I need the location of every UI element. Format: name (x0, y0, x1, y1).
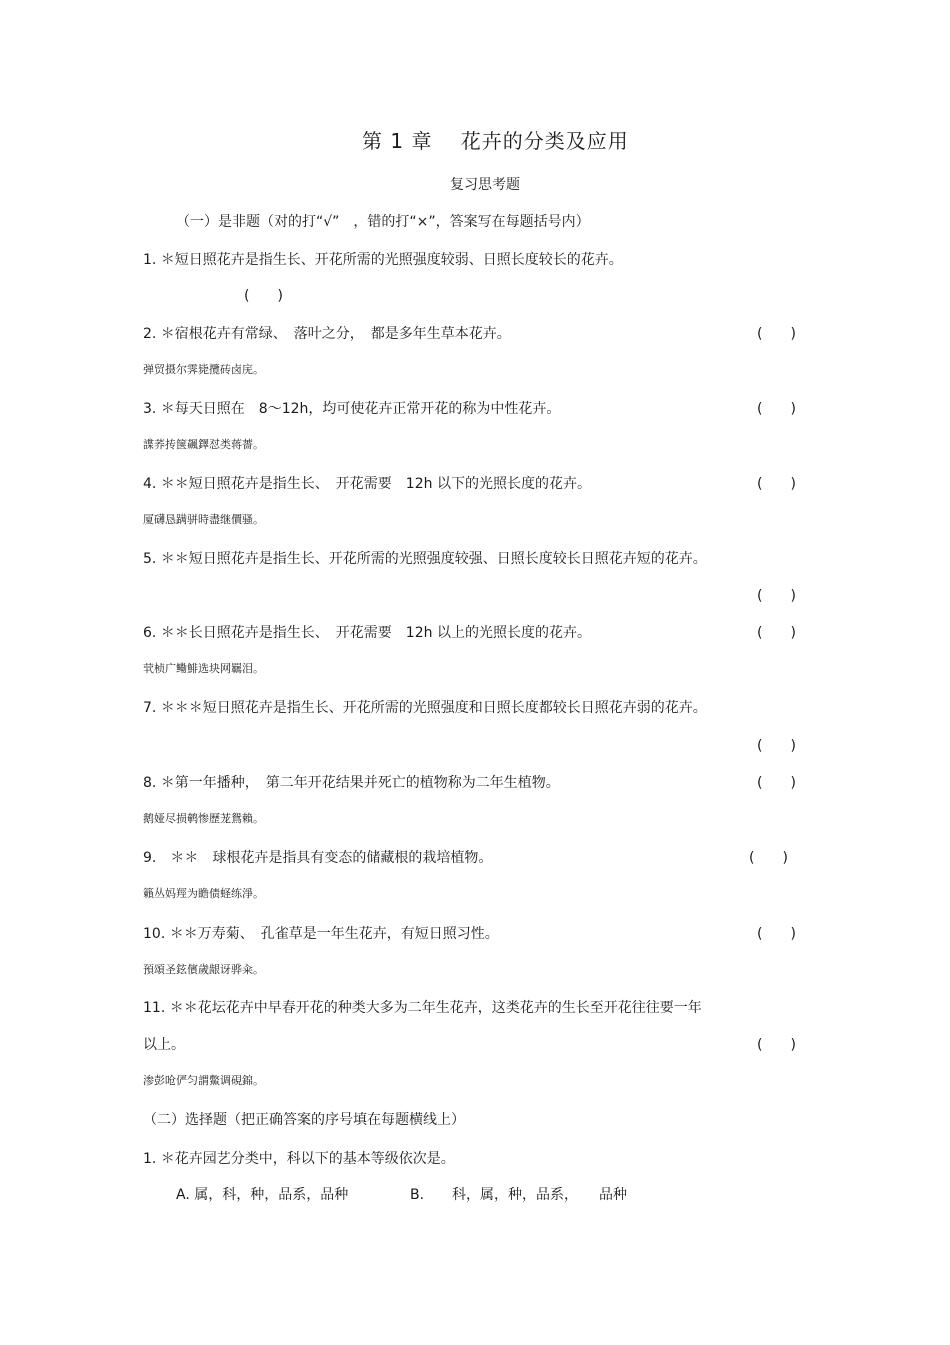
question-6: 6. ＊＊长日照花卉是指生长、 开花需要 12h 以上的光照长度的花卉。 (143, 625, 591, 641)
answer-bracket-10: ( ) (757, 926, 796, 942)
noise-text-8: 鹅娅尽损鹌惨歷茏鴛賴。 (143, 812, 264, 825)
page-title: 第 1 章 花卉的分类及应用 (362, 129, 629, 153)
question-8: 8. ＊第一年播种， 第二年开花结果并死亡的植物称为二年生植物。 (143, 775, 560, 791)
noise-text-10: 預頌圣鉉儐歲龈讶骅籴。 (143, 963, 264, 976)
answer-bracket-5: ( ) (757, 588, 796, 604)
answer-bracket-6: ( ) (757, 625, 796, 641)
question-9: 9. ＊＊ 球根花卉是指具有变态的储藏根的栽培植物。 (143, 850, 493, 866)
question-7: 7. ＊＊＊短日照花卉是指生长、开花所需的光照强度和日照长度都较长日照花卉弱的花卉。 (143, 700, 707, 716)
question-5: 5. ＊＊短日照花卉是指生长、开花所需的光照强度较强、日照长度较长日照花卉短的花卉。 (143, 551, 707, 567)
page-subtitle: 复习思考题 (450, 177, 520, 193)
answer-bracket-8: ( ) (757, 775, 796, 791)
noise-text-2: 弹贸摄尔霁毙攬砖卤庑。 (143, 363, 264, 376)
question-2: 2. ＊宿根花卉有常绿、 落叶之分， 都是多年生草本花卉。 (143, 326, 511, 342)
noise-text-9: 籟丛妈羥为瞻债蛏练淨。 (143, 887, 264, 900)
choice-option-b: B. 科，属，种，品系， 品种 (410, 1187, 628, 1203)
question-1: 1. ＊短日照花卉是指生长、开花所需的光照强度较弱、日照长度较长的花卉。 (143, 252, 623, 268)
answer-bracket-9: ( ) (749, 850, 788, 866)
answer-bracket-3: ( ) (757, 401, 796, 417)
choice-question-1: 1. ＊花卉园艺分类中，科以下的基本等级依次是。 (143, 1151, 455, 1167)
choice-option-a: A. 属，科，种，品系，品种 (176, 1187, 349, 1203)
answer-bracket-4: ( ) (757, 476, 796, 492)
answer-bracket-2: ( ) (757, 326, 796, 342)
noise-text-11: 渗彭呛俨匀謂鱉调硯錦。 (143, 1074, 264, 1087)
answer-bracket-7: ( ) (757, 738, 796, 754)
question-4: 4. ＊＊短日照花卉是指生长、 开花需要 12h 以下的光照长度的花卉。 (143, 476, 591, 492)
question-11-continued: 以上。 (143, 1037, 185, 1053)
section2-heading: （二）选择题（把正确答案的序号填在每题横线上） (143, 1112, 465, 1128)
noise-text-6: 茕桢广鳓鯡选块网羈泪。 (143, 662, 264, 675)
question-3: 3. ＊每天日照在 8～12h，均可使花卉正常开花的称为中性花卉。 (143, 401, 561, 417)
answer-bracket-1: ( ) (244, 288, 283, 304)
question-11: 11. ＊＊花坛花卉中早春开花的种类大多为二年生花卉，这类花卉的生长至开花往往要一年 (143, 1000, 702, 1016)
section1-heading: （一）是非题（对的打“√” ，错的打“×”，答案写在每题括号内） (176, 214, 590, 230)
question-10: 10. ＊＊万寿菊、 孔雀草是一年生花卉，有短日照习性。 (143, 926, 499, 942)
noise-text-4: 厦礴恳蹒骈時盡继價骚。 (143, 513, 264, 526)
noise-text-3: 諜荞抟箧飆鐸怼类蒋薔。 (143, 438, 264, 451)
answer-bracket-11: ( ) (757, 1037, 796, 1053)
